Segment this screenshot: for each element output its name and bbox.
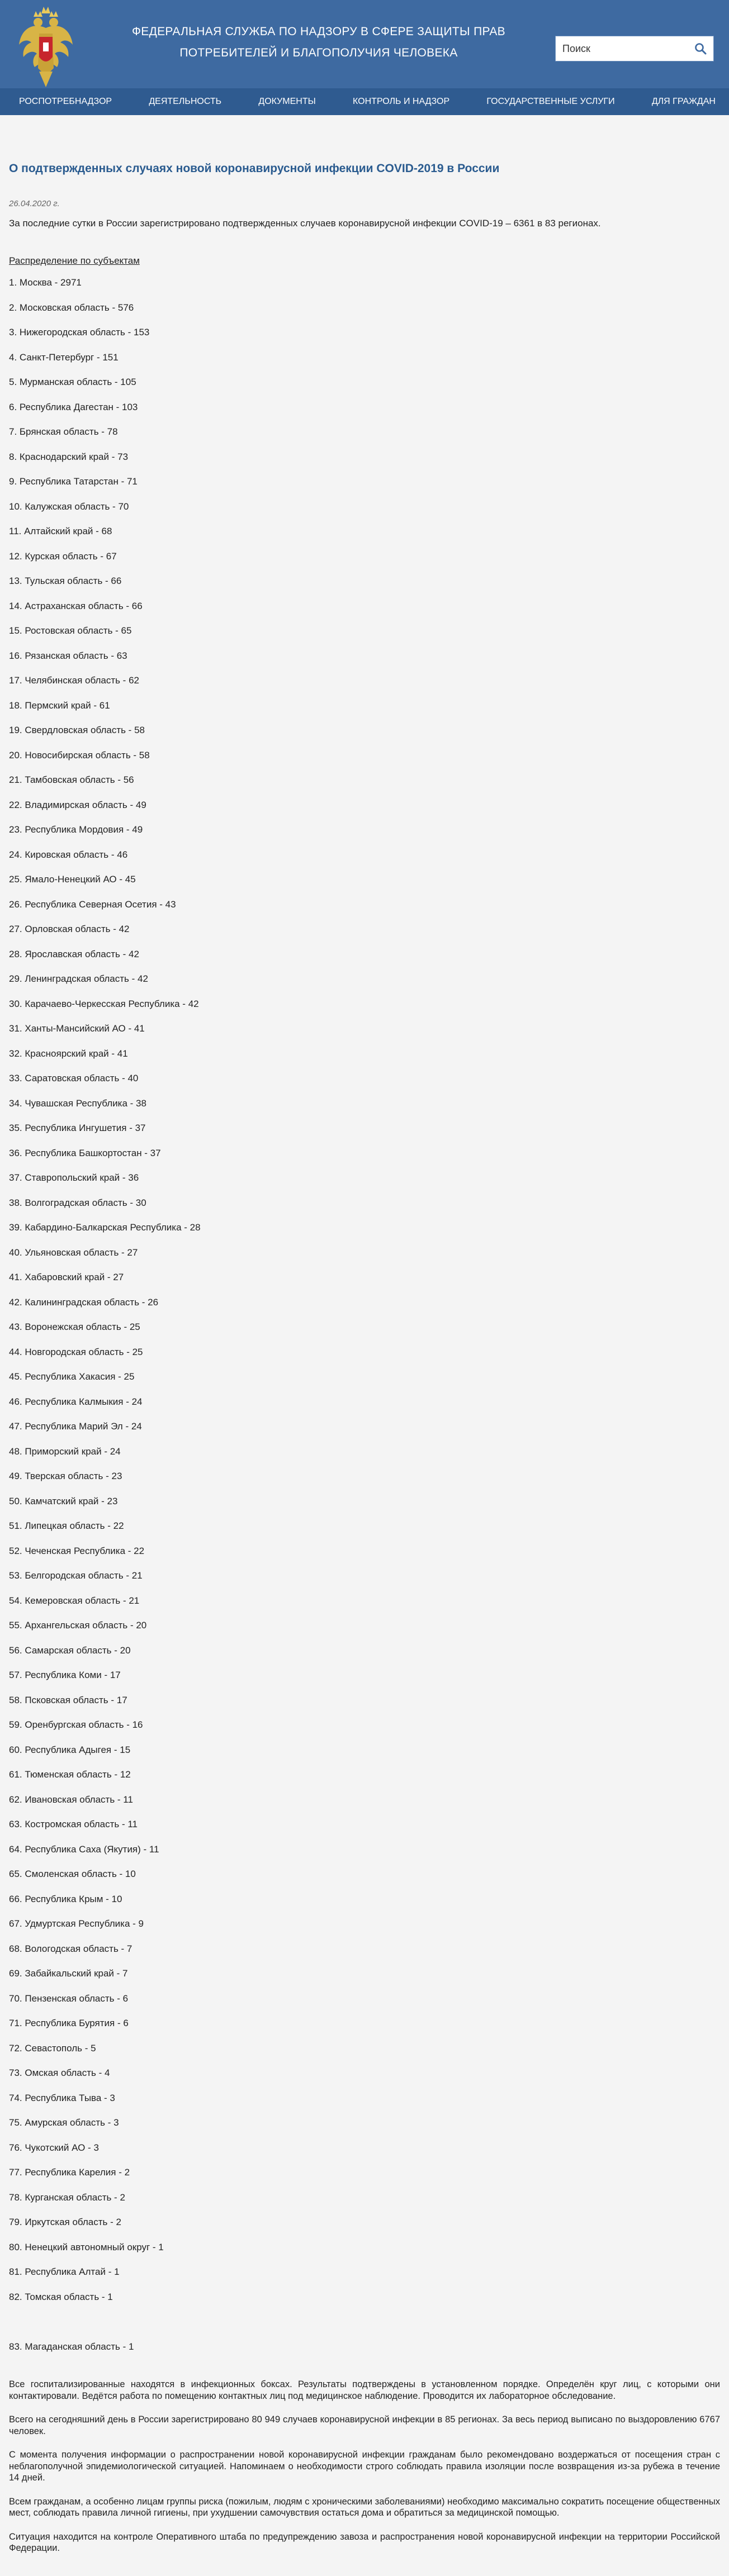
region-list-item: 34. Чувашская Республика - 38	[9, 1097, 146, 1109]
region-list-item: 74. Республика Тыва - 3	[9, 2092, 115, 2103]
region-list-item: 6. Республика Дагестан - 103	[9, 401, 138, 412]
region-list-item: 2. Московская область - 576	[9, 302, 134, 313]
region-list-item: 48. Приморский край - 24	[9, 1446, 121, 1457]
region-list-item: 65. Смоленская область - 10	[9, 1869, 136, 1879]
region-list-item: 15. Ростовская область - 65	[9, 625, 132, 636]
nav-item-control[interactable]: КОНТРОЛЬ И НАДЗОР	[353, 97, 450, 106]
page-title: О подтвержденных случаях новой коронавирусной инфекции COVID-2019 в России	[9, 162, 500, 175]
region-list-item: 30. Карачаево-Черкесская Республика - 42	[9, 998, 199, 1009]
region-list-item: 21. Тамбовская область - 56	[9, 774, 134, 785]
nav-item-activity[interactable]: ДЕЯТЕЛЬНОСТЬ	[149, 97, 222, 106]
region-list-item: 20. Новосибирская область - 58	[9, 749, 150, 761]
region-list-item: 40. Ульяновская область - 27	[9, 1247, 138, 1258]
region-list-item: 3. Нижегородская область - 153	[9, 327, 150, 338]
main-nav	[0, 88, 729, 115]
region-list-item: 14. Астраханская область - 66	[9, 600, 143, 611]
region-list-item: 81. Республика Алтай - 1	[9, 2266, 120, 2277]
region-list-item: 7. Брянская область - 78	[9, 426, 118, 437]
region-list-item: 19. Свердловская область - 58	[9, 725, 145, 735]
region-list-item: 23. Республика Мордовия - 49	[9, 824, 143, 835]
article-date: 26.04.2020 г.	[9, 199, 60, 208]
region-list-item: 68. Вологодская область - 7	[9, 1943, 132, 1954]
region-list-item: 10. Калужская область - 70	[9, 501, 129, 512]
region-list-item: 39. Кабардино-Балкарская Республика - 28	[9, 1222, 201, 1233]
region-list-item: 25. Ямало-Ненецкий АО - 45	[9, 874, 136, 885]
region-list-item: 51. Липецкая область - 22	[9, 1520, 124, 1531]
region-list	[9, 277, 720, 2365]
site-title-line1: ФЕДЕРАЛЬНАЯ СЛУЖБА ПО НАДЗОРУ В СФЕРЕ ЗАЩИТЫ ПРАВ	[132, 25, 505, 38]
region-list-item: 73. Омская область - 4	[9, 2068, 110, 2078]
region-list-item: 53. Белгородская область - 21	[9, 1570, 143, 1581]
region-list-item: 56. Самарская область - 20	[9, 1645, 131, 1656]
region-list-item: 24. Кировская область - 46	[9, 849, 128, 860]
distribution-heading: Распределение по субъектам	[9, 255, 140, 266]
region-list-item: 70. Пензенская область - 6	[9, 1993, 129, 2004]
region-list-item: 58. Псковская область - 17	[9, 1694, 127, 1705]
region-list-item: 72. Севастополь - 5	[9, 2042, 96, 2054]
article-paragraphs	[9, 2379, 720, 2554]
region-list-item: 47. Республика Марий Эл - 24	[9, 1421, 142, 1432]
region-list-item: 35. Республика Ингушетия - 37	[9, 1123, 146, 1133]
region-list-item: 42. Калининградская область - 26	[9, 1296, 159, 1308]
region-list-item: 22. Владимирская область - 49	[9, 799, 146, 810]
region-list-item: 49. Тверская область - 23	[9, 1471, 122, 1481]
region-list-item: 37. Ставропольский край - 36	[9, 1172, 139, 1183]
nav-item-documents[interactable]: ДОКУМЕНТЫ	[258, 97, 316, 106]
region-list-item	[9, 2316, 720, 2341]
region-list-item: 66. Республика Крым - 10	[9, 1893, 122, 1904]
region-list-item: 52. Чеченская Республика - 22	[9, 1545, 145, 1556]
region-list-item: 45. Республика Хакасия - 25	[9, 1371, 135, 1382]
region-list-item: 77. Республика Карелия - 2	[9, 2167, 130, 2178]
article-paragraph: Всем гражданам, а особенно лицам группы риска (пожилым, людям с хроническими заболеваниями) необходимо максимально сократить посещение общественных мест, соблюдать правила личной гигиены, при ухудшении самочувствия остаться дома и обратиться за медицинской помощью.	[9, 2496, 720, 2518]
region-list-item: 75. Амурская область - 3	[9, 2117, 119, 2128]
region-list-item: 16. Рязанская область - 63	[9, 650, 127, 661]
region-list-item: 27. Орловская область - 42	[9, 924, 130, 934]
region-list-item: 55. Архангельская область - 20	[9, 1620, 147, 1631]
article-content	[9, 115, 720, 2567]
region-list-item: 62. Ивановская область - 11	[9, 1794, 133, 1805]
region-list-item: 11. Алтайский край - 68	[9, 526, 112, 536]
site-header	[0, 0, 729, 115]
region-list-item: 13. Тульская область - 66	[9, 576, 122, 586]
article-paragraph: Все госпитализированные находятся в инфекционных боксах. Результаты подтверждены в установленном порядке. Определён круг лиц, с которыми они контактировали. Ведётся работа по помещению контактных лиц под медицинское наблюдение. Проводится их лабораторное обследование.	[9, 2379, 720, 2401]
search-icon	[694, 42, 707, 55]
article-lead: За последние сутки в России зарегистрировано подтвержденных случаев коронавирусной инфекции COVID-19 – 6361 в 83 регионах.	[9, 218, 601, 229]
region-list-item: 44. Новгородская область - 25	[9, 1346, 143, 1357]
nav-item-rospotrebnadzor[interactable]: РОСПОТРЕБНАДЗОР	[19, 97, 112, 106]
region-list-item: 83. Магаданская область - 1	[9, 2341, 134, 2352]
region-list-item: 8. Краснодарский край - 73	[9, 451, 129, 462]
region-list-item: 5. Мурманская область - 105	[9, 377, 136, 387]
region-list-item: 33. Саратовская область - 40	[9, 1073, 139, 1083]
region-list-item: 43. Воронежская область - 25	[9, 1322, 140, 1332]
search-box	[555, 36, 714, 61]
nav-item-citizens[interactable]: ДЛЯ ГРАЖДАН	[651, 97, 716, 106]
region-list-item: 4. Санкт-Петербург - 151	[9, 351, 119, 363]
site-title	[112, 21, 526, 64]
region-list-item: 57. Республика Коми - 17	[9, 1670, 121, 1680]
region-list-item: 18. Пермский край - 61	[9, 700, 110, 711]
region-list-item: 82. Томская область - 1	[9, 2291, 113, 2302]
region-list-item: 31. Ханты-Мансийский АО - 41	[9, 1023, 145, 1034]
region-list-item: 78. Курганская область - 2	[9, 2192, 125, 2203]
region-list-item: 41. Хабаровский край - 27	[9, 1272, 124, 1282]
article-paragraph: С момента получения информации о распространении новой коронавирусной инфекции гражданам было рекомендовано воздержаться от посещения стран с неблагополучной эпидемиологической ситуацией. Напоминаем о необходимости строго соблюдать правила изоляции после возвращения из-за рубежа в течение 14 дней.	[9, 2450, 720, 2483]
region-list-item: 64. Республика Саха (Якутия) - 11	[9, 1843, 159, 1855]
search-input[interactable]	[556, 36, 698, 61]
double-headed-eagle-icon	[17, 6, 75, 88]
region-list-item: 54. Кемеровская область - 21	[9, 1595, 140, 1606]
region-list-item: 38. Волгоградская область - 30	[9, 1197, 146, 1208]
region-list-item: 12. Курская область - 67	[9, 550, 117, 562]
article-paragraph: Ситуация находится на контроле Оперативного штаба по предупреждению завоза и распространения новой коронавирусной инфекции на территории Российской Федерации.	[9, 2531, 720, 2553]
region-list-item: 60. Республика Адыгея - 15	[9, 1744, 131, 1755]
region-list-item: 32. Красноярский край - 41	[9, 1048, 128, 1059]
emblem-logo[interactable]	[17, 6, 75, 88]
region-list-item: 71. Республика Бурятия - 6	[9, 2018, 129, 2028]
region-list-item: 61. Тюменская область - 12	[9, 1769, 131, 1780]
region-list-item: 80. Ненецкий автономный округ - 1	[9, 2241, 164, 2252]
region-list-item: 79. Иркутская область - 2	[9, 2217, 121, 2227]
region-list-item: 28. Ярославская область - 42	[9, 948, 139, 959]
article-paragraph: Всего на сегодняшний день в России зарегистрировано 80 949 случаев коронавирусной инфекции в 85 регионах. За весь период выписано по выздоровлению 6767 человек.	[9, 2415, 720, 2436]
region-list-item: 67. Удмуртская Республика - 9	[9, 1918, 144, 1929]
region-list-item: 36. Республика Башкортостан - 37	[9, 1147, 161, 1158]
region-list-item: 63. Костромская область - 11	[9, 1819, 138, 1829]
region-list-item: 29. Ленинградская область - 42	[9, 973, 148, 984]
region-list-item: 59. Оренбургская область - 16	[9, 1719, 143, 1730]
region-list-item: 50. Камчатский край - 23	[9, 1495, 118, 1506]
region-list-item: 26. Республика Северная Осетия - 43	[9, 899, 176, 910]
nav-item-services[interactable]: ГОСУДАРСТВЕННЫЕ УСЛУГИ	[486, 97, 615, 106]
search-button[interactable]	[688, 36, 713, 61]
region-list-item: 76. Чукотский АО - 3	[9, 2142, 99, 2153]
region-list-item: 1. Москва - 2971	[9, 277, 82, 288]
region-list-item: 17. Челябинская область - 62	[9, 675, 139, 686]
region-list-item: 9. Республика Татарстан - 71	[9, 476, 138, 487]
region-list-item: 46. Республика Калмыкия - 24	[9, 1396, 143, 1407]
region-list-item: 69. Забайкальский край - 7	[9, 1968, 128, 1979]
site-title-line2: ПОТРЕБИТЕЛЕЙ И БЛАГОПОЛУЧИЯ ЧЕЛОВЕКА	[179, 46, 458, 59]
